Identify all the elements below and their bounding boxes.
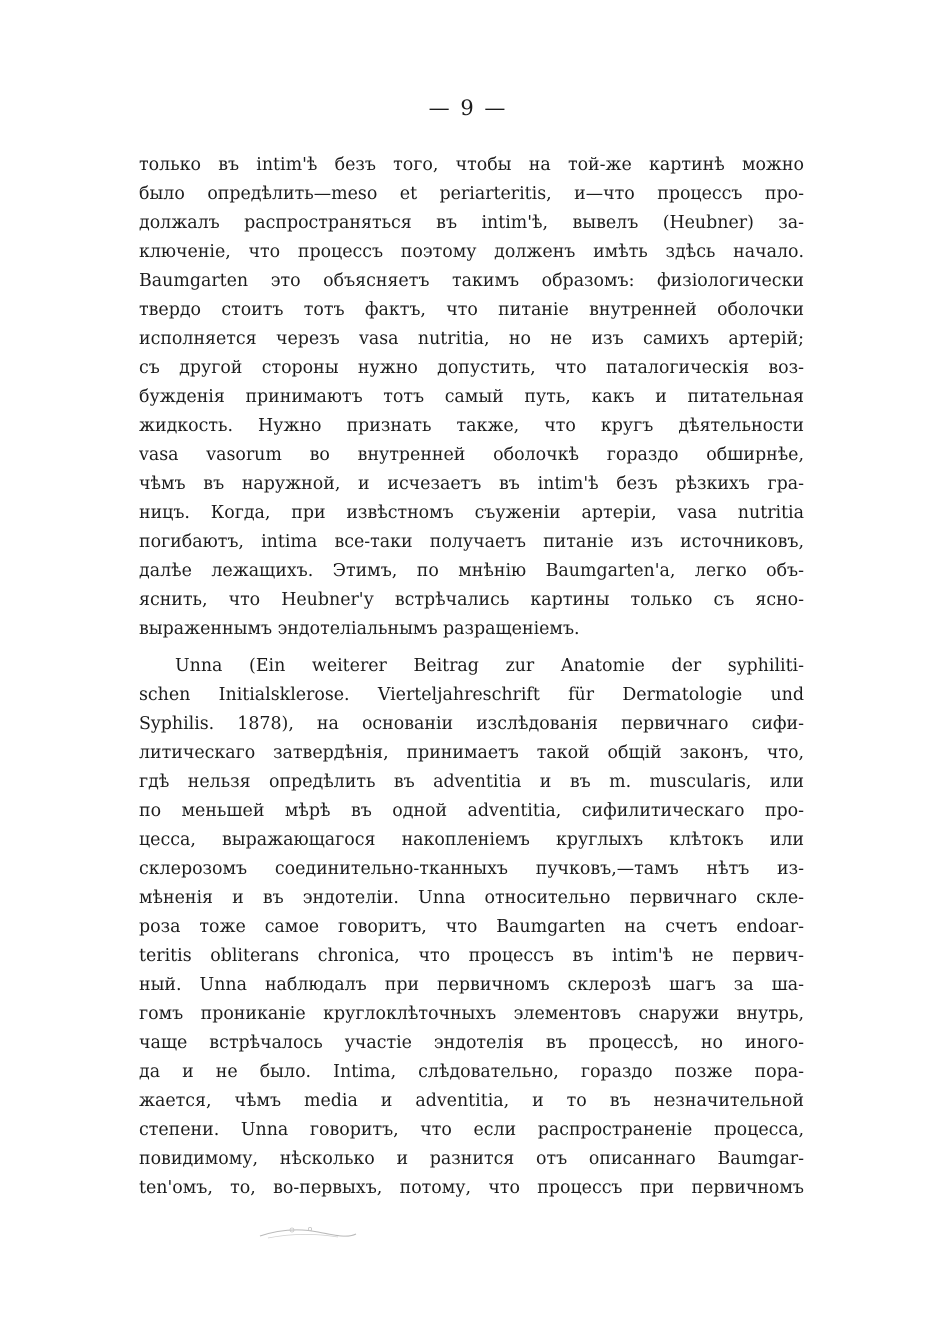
- text-line: Baumgarten это объясняетъ такимъ образомъ: физіологически: [139, 271, 804, 291]
- text-line: гдѣ нельзя опредѣлить въ adventitia и въ m. muscularis, или: [139, 772, 804, 792]
- text-line: жидкость. Нужно признать также, что кругъ дѣятельности: [139, 416, 804, 436]
- text-line: исполняется черезъ vasa nutritia, но не изъ самихъ артерій;: [139, 329, 804, 349]
- text-line: teritis obliterans chronica, что процессъ въ intim'ѣ не первич-: [139, 946, 804, 966]
- text-line: склерозомъ соединительно-тканныхъ пучковъ,—тамъ нѣтъ из-: [139, 859, 804, 879]
- text-line: роза тоже самое говоритъ, что Baumgarten на счетъ endoar-: [139, 917, 804, 937]
- text-line: по меньшей мѣрѣ въ одной adventitia, сифилитическаго про-: [139, 801, 804, 821]
- text-line: далѣе лежащихъ. Этимъ, по мнѣнію Baumgarten'a, легко объ-: [139, 561, 804, 581]
- text-line: vasa vasorum во внутренней оболочкѣ гораздо обширнѣе,: [139, 445, 804, 465]
- text-line: съ другой стороны нужно допустить, что паталогическія воз-: [139, 358, 804, 378]
- body-text: [139, 151, 804, 1203]
- text-line: цесса, выражающагося накопленіемъ круглыхъ клѣтокъ или: [139, 830, 804, 850]
- text-line: гомъ прониканіе круглоклѣточныхъ элементовъ снаружи внутрь,: [139, 1004, 804, 1024]
- text-line: Unna (Ein weiterer Beitrag zur Anatomie der syphiliti-: [175, 656, 804, 676]
- text-line: Syphilis. 1878), на основаніи изслѣдованія первичнаго сифи-: [139, 714, 804, 734]
- text-line: ный. Unna наблюдалъ при первичномъ склерозѣ шагъ за ша-: [139, 975, 804, 995]
- text-line: жается, чѣмъ media и adventitia, и то въ незначительной: [139, 1091, 804, 1111]
- text-line: schen Initialsklerose. Vierteljahreschrift für Dermatologie und: [139, 685, 804, 705]
- text-line: должалъ распространяться въ intim'ѣ, вывелъ (Heubner) за-: [139, 213, 804, 233]
- text-line: бужденія принимаютъ тотъ самый путь, какъ и питательная: [139, 387, 804, 407]
- text-line: выраженнымъ эндотеліальнымъ разращеніемъ.: [139, 619, 580, 639]
- ink-smudge: [258, 1218, 358, 1240]
- paragraph-gap: [139, 644, 804, 652]
- text-line: яснить, что Heubner'у встрѣчались картины только съ ясно-: [139, 590, 804, 610]
- text-line: твердо стоитъ тотъ фактъ, что питаніе внутренней оболочки: [139, 300, 804, 320]
- text-line: чѣмъ въ наружной, и исчезаетъ въ intim'ѣ безъ рѣзкихъ гра-: [139, 474, 804, 494]
- text-line: ницъ. Когда, при извѣстномъ съуженіи артеріи, vasa nutritia: [139, 503, 804, 523]
- text-line: ключеніе, что процессъ поэтому долженъ имѣть здѣсь начало.: [139, 242, 804, 262]
- text-line: мѣненія и въ эндотеліи. Unna относительно первичнаго скле-: [139, 888, 804, 908]
- paragraph-1: [139, 151, 804, 644]
- text-line: ten'омъ, то, во-первыхъ, потому, что процессъ при первичномъ: [139, 1178, 804, 1198]
- text-line: да и не было. Intima, слѣдовательно, гораздо позже пора-: [139, 1062, 804, 1082]
- page-number: — 9 —: [428, 96, 508, 120]
- text-line: погибаютъ, intima все-таки получаетъ питаніе изъ источниковъ,: [139, 532, 804, 552]
- text-line: степени. Unna говоритъ, что если распространеніе процесса,: [139, 1120, 804, 1140]
- text-line: чаще встрѣчалось участіе эндотелія въ процессѣ, но иного-: [139, 1033, 804, 1053]
- text-line: только въ intim'ѣ безъ того, чтобы на той-же картинѣ можно: [139, 155, 804, 175]
- text-line: было опредѣлить—meso et periarteritis, и—что процессъ про-: [139, 184, 804, 204]
- text-line: повидимому, нѣсколько и разнится отъ описаннаго Baumgar-: [139, 1149, 804, 1169]
- text-line: литическаго затвердѣнія, принимаетъ такой общій законъ, что,: [139, 743, 804, 763]
- paragraph-2: [139, 652, 804, 1203]
